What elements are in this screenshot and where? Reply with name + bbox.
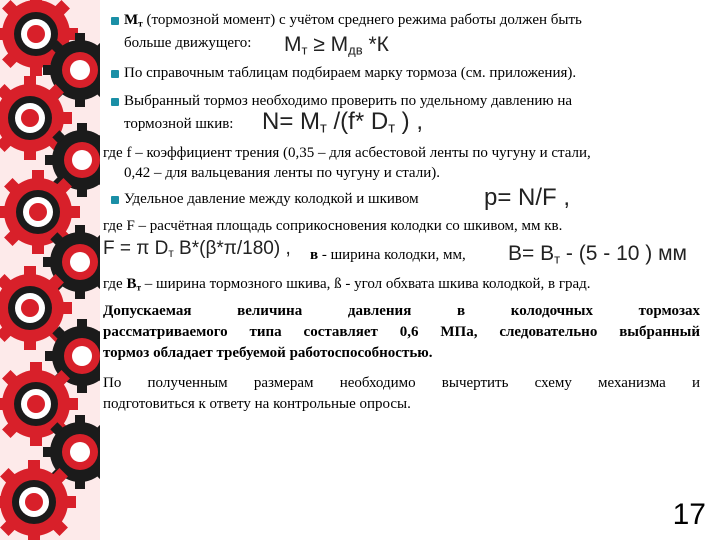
page-number: 17	[672, 498, 706, 531]
bullet-2-text: По справочным таблицам подбираем марку тормоза (см. приложения).	[124, 65, 577, 81]
bullet-3-line-1: Выбранный тормоз необходимо проверить по удельному давлению на	[124, 93, 573, 109]
friction-coefficient-line-2: 0,42 – для вальцевания ленты по чугуну и стали).	[124, 165, 440, 181]
bullet-4-text: Удельное давление между колодкой и шкивом	[124, 191, 419, 207]
formula-contact-area: F = π $D_т$ B*(β*π/180) ,	[103, 238, 291, 260]
bullet-marker	[111, 17, 119, 25]
formula-torque-condition: $М_т \ge М_{дв}$ *К	[284, 33, 389, 58]
formula-shoe-width: $B= B_т - (5 - 10$ ) мм	[508, 242, 687, 267]
final-line-2: подготовиться к ответу на контрольные опросы.	[103, 396, 411, 412]
bullet-marker	[111, 98, 119, 106]
drum-width-line: где $В_т$ – ширина тормозного шкива, ß - угол обхвата шкива колодкой, в град.	[103, 276, 591, 294]
bullet-3-line-2: тормозной шкив:	[124, 116, 234, 132]
bullet-marker	[111, 196, 119, 204]
formula-normal-force: $N= М_т$ /(f* $D_т$ ) ,	[262, 108, 424, 137]
bullet-1-line-1: $М_т$ (тормозной момент) с учётом среднего режима работы должен быть	[124, 12, 582, 30]
conclusion-line-3: тормоз обладает требуемой работоспособностью.	[103, 345, 433, 361]
decorative-gears-border	[0, 0, 100, 540]
formula-specific-pressure: p= N/F ,	[484, 184, 571, 211]
bullet-marker	[111, 70, 119, 78]
bullet-1-line-2: больше движущего:	[124, 35, 252, 51]
conclusion-line-2: рассматриваемого типа составляет 0,6 МПа, следовательно выбранный	[103, 324, 700, 340]
final-line-1: По полученным размерам необходимо вычертить схему механизма и	[103, 375, 700, 391]
shoe-width-text: в - ширина колодки, мм,	[310, 247, 466, 263]
contact-area-line: где F – расчётная площадь соприкосновения колодки со шкивом, мм кв.	[103, 218, 563, 234]
conclusion-line-1: Допускаемая величина давления в колодочных тормозах	[103, 303, 700, 319]
friction-coefficient-line-1: где f – коэффициент трения (0,35 – для асбестовой ленты по чугуну и стали,	[103, 145, 591, 161]
